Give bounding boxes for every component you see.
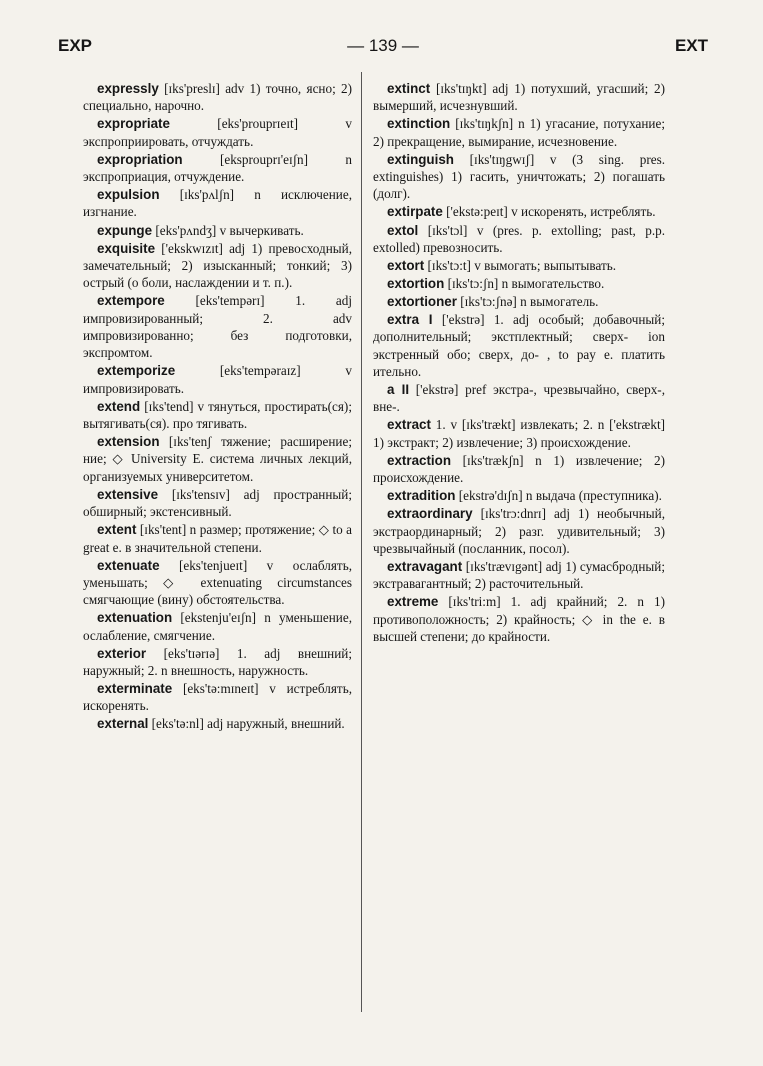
dictionary-entry xyxy=(83,240,352,292)
entry-headword: extraordinary xyxy=(387,506,473,522)
entry-definition: ['ekstrə] 1. adj особый; добавочный; дополнительный; экстплектный; сверх- ion экстренный обо; сверх, до- , to pay e. платить ительно. xyxy=(373,311,666,379)
entry-definition: [ɪks'pʌlʃn] n исключение, изгнание. xyxy=(83,187,352,220)
entry-definition: [ɪks'tri:m] 1. adj крайний; 2. n 1) противоположность; 2) крайность; ◇ in the e. в высшей степени; до крайности. xyxy=(373,594,665,644)
entry-headword: extravagant xyxy=(387,558,463,574)
entry-headword: extirpate xyxy=(387,204,443,220)
entry-definition: [ɪks'tensɪv] adj пространный; обширный; экстенсивный. xyxy=(83,486,352,520)
dictionary-entry xyxy=(83,521,352,556)
entry-headword: extinct xyxy=(387,81,431,96)
dictionary-entry xyxy=(373,452,665,487)
entry-definition: [ɪks'tɪŋkt] adj 1) потухший, угасший; 2) вымерший, исчезнувший. xyxy=(373,81,666,114)
entry-headword: extort xyxy=(387,257,425,273)
entry-headword: a II xyxy=(387,382,410,398)
entry-definition: [ɪks'tɔl] v (pres. p. extolling; past, p.p. extolled) превозносить. xyxy=(373,222,666,255)
page-header xyxy=(58,36,708,60)
dictionary-entry xyxy=(373,222,665,257)
entry-headword: extra I xyxy=(387,311,433,327)
dictionary-entry xyxy=(373,203,665,220)
dictionary-entry xyxy=(83,557,352,609)
entry-headword: extortioner xyxy=(387,293,457,309)
dictionary-entry xyxy=(83,292,352,361)
dictionary-entry xyxy=(83,151,352,186)
entry-definition: 1. v [ɪks'trækt] извлекать; 2. n ['ekstrækt] 1) экстракт; 2) извлечение; 3) происхождение. xyxy=(373,417,665,450)
entry-definition: [ɪks'trɔ:dnrɪ] adj 1) необычный, экстраординарный; 2) разг. удивительный; 3) чрезвычайный (посланник, посол). xyxy=(373,506,665,556)
entry-headword: extend xyxy=(97,398,141,414)
header-right-guideword: EXT xyxy=(674,36,708,55)
dictionary-entry xyxy=(83,433,352,485)
dictionary-entry xyxy=(373,558,665,593)
entry-headword: extenuation xyxy=(97,610,173,626)
dictionary-entry xyxy=(373,293,665,310)
entry-definition: [ɪks'trævɪgənt] adj 1) сумасбродный; экстравагантный; 2) расточительный. xyxy=(373,558,666,592)
entry-headword: exterminate xyxy=(97,681,173,696)
dictionary-entry xyxy=(83,186,352,221)
dictionary-entry xyxy=(373,275,665,292)
dictionary-entry xyxy=(83,80,352,115)
entry-definition: [eks'tempərɪ] 1. adj импровизированный; 2. adv импровизированно; без подготовки, экспромтом. xyxy=(83,293,352,361)
dictionary-entry xyxy=(373,151,665,203)
entry-definition: [eks'prouprɪeɪt] v экспроприировать, отчуждать. xyxy=(83,116,352,149)
entry-headword: extreme xyxy=(387,594,439,610)
entry-definition: [eks'pʌndʒ] v вычеркивать. xyxy=(155,222,304,238)
entry-headword: extradition xyxy=(387,488,456,504)
dictionary-entry xyxy=(83,715,352,732)
page-number: — 139 — xyxy=(347,36,419,55)
entry-definition: [ɪks'tɔ:ʃnə] n вымогатель. xyxy=(460,293,599,309)
entry-definition: [ɪks'tend] v тянуться, простирать(ся); вытягивать(ся). про тягивать. xyxy=(83,398,352,432)
entry-definition: [ɪks'preslɪ] adv 1) точно, ясно; 2) специально, нарочно. xyxy=(83,81,352,114)
dictionary-entry xyxy=(83,398,352,433)
dictionary-entry xyxy=(373,80,665,115)
entry-headword: extract xyxy=(387,417,431,433)
dictionary-entry xyxy=(373,311,665,380)
entry-definition: [eks'tenjueɪt] v ослаблять, уменьшать; ◇ extenuating circumstances смягчающие (вину) обстоятельства. xyxy=(83,557,353,608)
dictionary-entry xyxy=(83,680,352,715)
entry-definition: [ɪks'tɔ:t] v вымогать; выпытывать. xyxy=(427,257,617,273)
entry-definition: [ɪks'trækʃn] n 1) извлечение; 2) происхождение. xyxy=(373,452,666,486)
entry-headword: extempore xyxy=(97,293,165,309)
dictionary-entry xyxy=(83,486,352,521)
entry-definition: [ɪks'tɔ:ʃn] n вымогательство. xyxy=(447,275,605,291)
entry-definition: [ekstenju'eɪʃn] n уменьшение, ослабление, смягчение. xyxy=(83,610,353,643)
entry-definition: [eksprouprɪ'eɪʃn] n экспроприация, отчуждение. xyxy=(83,151,352,185)
entry-definition: [ɪks'tent] n размер; протяжение; ◇ to a great e. в значительной степени. xyxy=(83,522,352,555)
dictionary-entry xyxy=(83,609,352,644)
dictionary-entry xyxy=(373,416,665,451)
entry-definition: [ɪks'tɪŋkʃn] n 1) угасание, потухание; 2) прекращение, вымирание, исчезновение. xyxy=(373,116,665,149)
entry-definition: [eks'tə:nl] adj наружный, внешний. xyxy=(151,716,345,732)
entry-headword: expunge xyxy=(97,222,153,238)
entry-definition: [eks'tə:mɪneɪt] v истреблять, искоренять. xyxy=(83,681,353,714)
entry-headword: external xyxy=(97,716,149,732)
entry-definition: [ekstrə'dɪʃn] n выдача (преступника). xyxy=(458,488,662,504)
dictionary-entry xyxy=(373,593,665,645)
entry-definition: ['ekstə:peɪt] v искоренять, истреблять. xyxy=(446,204,656,220)
entry-definition: [ɪks'tɪŋgwɪʃ] v (3 sing. pres. extinguishes) 1) гасить, уничтожать; 2) погашать (долг). xyxy=(373,151,666,202)
dictionary-entry xyxy=(373,505,665,557)
right-column xyxy=(373,80,665,646)
entry-headword: expropriate xyxy=(97,116,170,132)
entry-headword: extensive xyxy=(97,486,159,502)
entry-headword: exquisite xyxy=(97,240,156,256)
column-divider xyxy=(361,72,362,1012)
entry-headword: extinguish xyxy=(387,151,454,167)
dictionary-entry xyxy=(373,115,665,150)
dictionary-entry xyxy=(83,362,352,397)
entry-definition: [ɪks'tenʃ тяжение; расширение; ние; ◇ University E. система личных лекций, организуемых университетом. xyxy=(83,434,352,484)
entry-headword: extinction xyxy=(387,116,451,132)
entry-headword: expulsion xyxy=(97,187,160,203)
dictionary-entry xyxy=(373,487,665,504)
dictionary-entry xyxy=(83,222,352,239)
dictionary-entry xyxy=(83,115,352,150)
entry-headword: expressly xyxy=(97,81,159,96)
entry-headword: extol xyxy=(387,222,419,238)
entry-headword: extraction xyxy=(387,452,451,468)
entry-headword: extension xyxy=(97,434,160,450)
entry-headword: extenuate xyxy=(97,557,160,573)
entry-definition: [eks'tempəraɪz] v импровизировать. xyxy=(83,363,352,396)
entry-headword: extortion xyxy=(387,275,445,291)
entry-definition: ['ekskwɪzɪt] adj 1) превосходный, замечательный; 2) изысканный; тонкий; 3) острый (о боли, наслаждении и т. п.). xyxy=(83,240,353,291)
dictionary-entry xyxy=(83,645,352,680)
left-column xyxy=(83,80,352,733)
header-left-guideword: EXP xyxy=(58,36,93,55)
entry-headword: exterior xyxy=(97,645,147,661)
entry-headword: extent xyxy=(97,522,137,538)
dictionary-entry xyxy=(373,257,665,274)
entry-headword: expropriation xyxy=(97,151,183,167)
entry-definition: [eks'tɪərɪə] 1. adj внешний; наружный; 2. n внешность, наружность. xyxy=(83,645,352,678)
entry-headword: extemporize xyxy=(97,363,176,379)
dictionary-entry xyxy=(373,381,665,416)
entry-definition: ['ekstrə] pref экстра-, чрезвычайно, сверх-, вне-. xyxy=(373,382,665,415)
